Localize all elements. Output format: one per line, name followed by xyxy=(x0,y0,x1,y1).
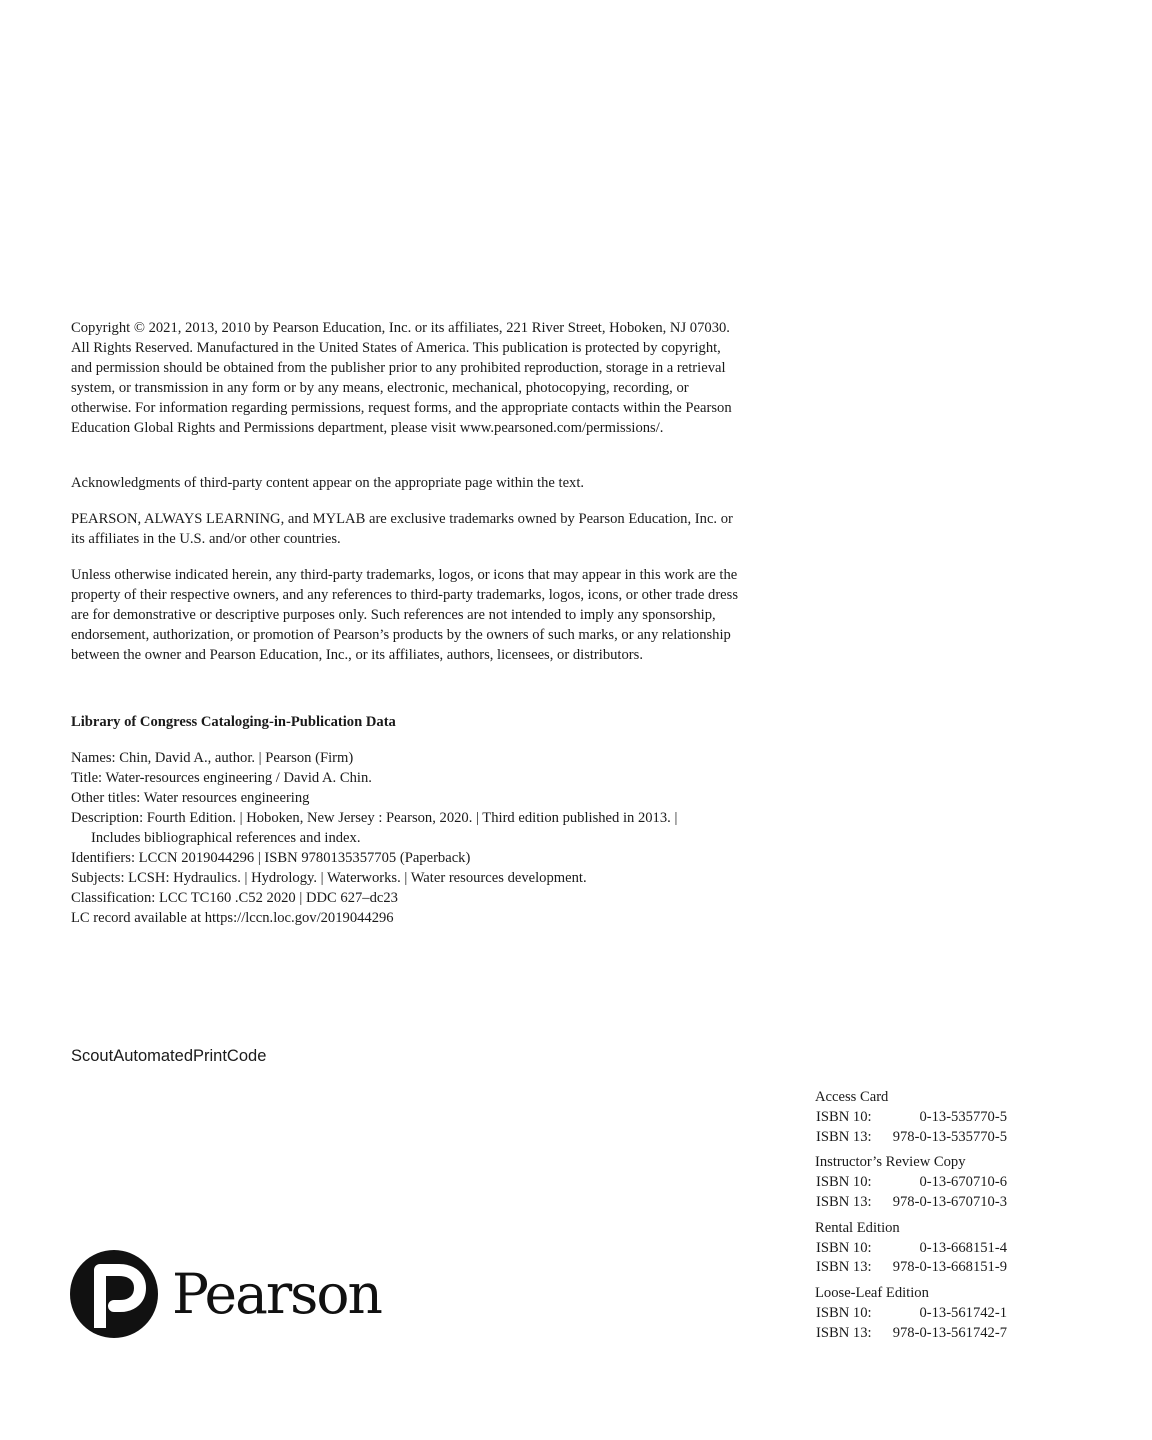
pearson-logo xyxy=(70,1246,381,1342)
isbn-13-label: ISBN 13: xyxy=(816,1193,872,1210)
cip-identifiers: Identifiers: LCCN 2019044296 | ISBN 9780135357705 (Paperback) xyxy=(71,850,471,866)
copyright-text: Copyright © 2021, 2013, 2010 by Pearson Education, Inc. or its affiliates, 221 River Street, Hoboken, NJ 07030. All Rights Reserved. Manufactured in the United States of America. This publication is protected by copyright, and permission should be obtained from the publisher prior to any prohibited reproduction, storage in a retrieval system, or transmission in any form or by any means, electronic, mechanical, photocopying, recording, or otherwise. For information regarding permissions, request forms, and the appropriate contacts within the Pearson Education Global Rights and Permissions department, please visit www.pearsoned.com/permissions/. xyxy=(71,320,732,436)
cip-names: Names: Chin, David A., author. | Pearson (Firm) xyxy=(71,750,354,766)
isbn-13-value: 978-0-13-670710-3 xyxy=(892,1193,1007,1210)
isbn-13-value: 978-0-13-668151-9 xyxy=(892,1259,1007,1276)
copyright-notice xyxy=(71,318,741,438)
edition-name: Loose-Leaf Edition xyxy=(815,1285,929,1302)
cip-heading: Library of Congress Cataloging-in-Publication Data xyxy=(71,714,396,730)
cip-other-titles: Other titles: Water resources engineering xyxy=(71,790,310,806)
edition-loose-leaf xyxy=(815,1284,1035,1343)
isbn-10-label: ISBN 10: xyxy=(816,1239,872,1256)
pearson-p-logo-icon xyxy=(70,1246,158,1342)
edition-access-card xyxy=(815,1088,1035,1147)
isbn-10-label: ISBN 10: xyxy=(816,1304,872,1321)
isbn-13-label: ISBN 13: xyxy=(816,1324,872,1341)
isbn-10-value: 0-13-670710-6 xyxy=(919,1174,1007,1191)
cip-data xyxy=(71,748,751,928)
edition-name: Instructor’s Review Copy xyxy=(815,1154,966,1171)
isbn-10-row xyxy=(815,1304,1035,1324)
cip-classification: Classification: LCC TC160 .C52 2020 | DDC 627–dc23 xyxy=(71,890,398,906)
isbn-10-row xyxy=(815,1239,1035,1259)
isbn-10-row xyxy=(815,1173,1035,1193)
isbn-13-value: 978-0-13-535770-5 xyxy=(892,1128,1007,1145)
print-code: ScoutAutomatedPrintCode xyxy=(71,1047,267,1065)
cip-subjects: Subjects: LCSH: Hydraulics. | Hydrology. | Waterworks. | Water resources development. xyxy=(71,870,587,886)
isbn-13-row xyxy=(815,1258,1035,1278)
isbn-13-row xyxy=(815,1128,1035,1148)
trademarks-notice xyxy=(71,509,741,549)
cip-description-continued: Includes bibliographical references and index. xyxy=(91,830,361,846)
isbn-10-value: 0-13-535770-5 xyxy=(919,1108,1007,1125)
cip-lc-record: LC record available at https://lccn.loc.gov/2019044296 xyxy=(71,910,394,926)
pearson-wordmark: Pearson xyxy=(172,1261,381,1326)
third-party-notice xyxy=(71,565,741,665)
trademarks-text: PEARSON, ALWAYS LEARNING, and MYLAB are exclusive trademarks owned by Pearson Education, Inc. or its affiliates in the U.S. and/or other countries. xyxy=(71,511,733,547)
edition-instructors-review-copy xyxy=(815,1153,1035,1212)
isbn-panel xyxy=(815,1088,1035,1350)
acknowledgments-text: Acknowledgments of third-party content appear on the appropriate page within the text. xyxy=(71,475,585,491)
isbn-13-label: ISBN 13: xyxy=(816,1128,872,1145)
isbn-10-value: 0-13-668151-4 xyxy=(919,1239,1007,1256)
cip-description: Description: Fourth Edition. | Hoboken, New Jersey : Pearson, 2020. | Third edition published in 2013. | xyxy=(71,810,678,826)
cip-title: Title: Water-resources engineering / David A. Chin. xyxy=(71,770,372,786)
isbn-13-label: ISBN 13: xyxy=(816,1259,872,1276)
edition-name: Rental Edition xyxy=(815,1219,900,1236)
third-party-text: Unless otherwise indicated herein, any third-party trademarks, logos, or icons that may appear in this work are the property of their respective owners, and any references to third-party trademarks, logos, icons, or other trade dress are for demonstrative or descriptive purposes only. Such references are not intended to imply any sponsorship, endorsement, authorization, or promotion of Pearson’s products by the owners of such marks, or any relationship between the owner and Pearson Education, Inc., or its affiliates, authors, licensees, or distributors. xyxy=(71,567,739,663)
isbn-10-value: 0-13-561742-1 xyxy=(919,1304,1007,1321)
edition-name: Access Card xyxy=(815,1089,889,1105)
isbn-10-row xyxy=(815,1108,1035,1128)
acknowledgments xyxy=(71,473,741,493)
isbn-10-label: ISBN 10: xyxy=(816,1108,872,1125)
isbn-13-value: 978-0-13-561742-7 xyxy=(892,1324,1007,1341)
edition-rental xyxy=(815,1219,1035,1278)
isbn-10-label: ISBN 10: xyxy=(816,1174,872,1191)
isbn-13-row xyxy=(815,1324,1035,1344)
isbn-13-row xyxy=(815,1193,1035,1213)
